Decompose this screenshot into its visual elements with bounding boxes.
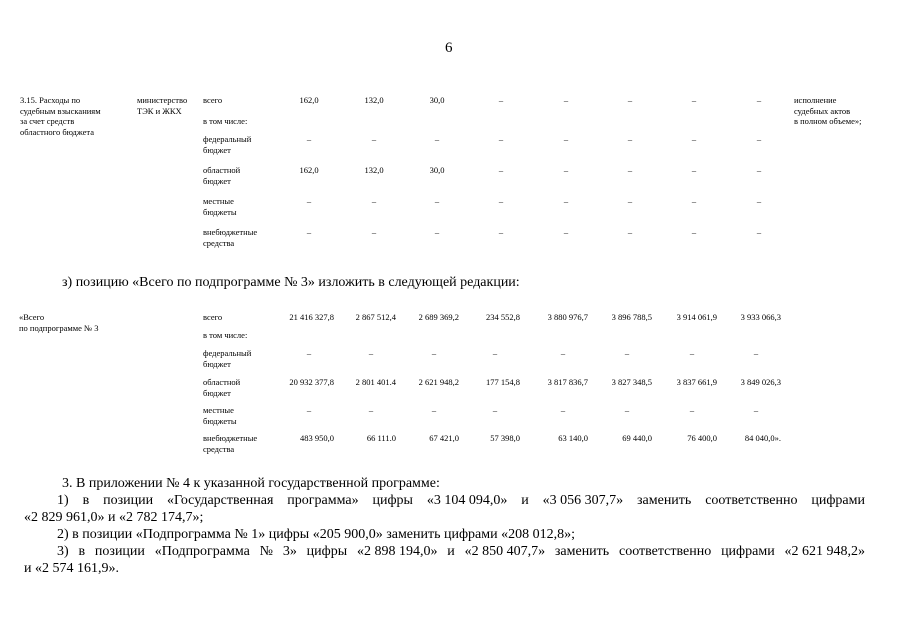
word: «3 056 307,7» [542,493,624,508]
value-cell: – [560,348,566,358]
row-label: всего [203,95,223,105]
value-cell: 3 817 836,7 [547,377,588,387]
executor-line: ТЭК и ЖКХ [137,105,182,116]
value-cell: – [627,134,633,144]
executor-line: министерство [137,95,188,105]
word: «3 104 094,0» [426,493,508,508]
value-cell: 3 896 788,5 [611,312,652,322]
row-label: бюджет [203,175,231,186]
value-cell: – [368,405,374,415]
value-cell: 2 801 401.4 [355,377,396,387]
value-cell: – [434,227,440,237]
word: цифрами [721,544,775,559]
value-cell: – [306,348,312,358]
value-cell: – [492,405,498,415]
value-cell: 57 398,0 [490,433,520,443]
value-cell: 67 421,0 [429,433,459,443]
word: «2 621 948,2» [784,544,865,559]
value-cell: – [624,348,630,358]
row-label: бюджеты [203,415,237,426]
value-cell: – [627,196,633,206]
word: цифрами [811,493,865,508]
value-cell: – [368,348,374,358]
word: в [78,544,86,559]
word: соответственно [705,493,798,508]
row-label: федеральный [203,134,252,144]
word: программа» [287,493,359,508]
table1-result-cell [794,95,862,127]
result-line: исполнение [794,95,837,105]
table1-executor-cell [137,95,187,116]
value-cell: – [498,165,504,175]
word: цифры [372,493,413,508]
value-cell: 66 111.0 [366,433,396,443]
row-label: средства [203,443,235,454]
value-cell: 2 867 512,4 [355,312,396,322]
row-label: областной [203,165,241,175]
value-cell: – [627,95,633,105]
word: заменить [637,493,692,508]
paragraph-3-1-line-2: «2 829 961,0» и «2 782 174,7»; [24,510,204,525]
row-label: бюджет [203,358,231,369]
word: № [259,544,274,559]
value-cell: – [306,134,312,144]
value-cell: – [691,95,697,105]
value-cell: 2 689 369,2 [418,312,459,322]
value-cell: 177 154,8 [486,377,520,387]
row-label: средства [203,237,235,248]
word: «2 898 194,0» [356,544,438,559]
item-line: областного бюджета [20,126,95,137]
value-cell: – [434,196,440,206]
table1-item-cell [20,95,101,137]
item-line: за счет средств [20,116,75,126]
row-label: местные [203,405,234,415]
word: «Подпрограмма [154,544,250,559]
value-cell: 3 933 066,3 [740,312,781,322]
value-cell: – [371,227,377,237]
page-number: 6 [445,40,453,56]
row-label: внебюджетные [203,227,258,237]
row-label: бюджеты [203,206,237,217]
value-cell: 76 400,0 [687,433,717,443]
item-line: по подпрограмме № 3 [19,322,99,333]
value-cell: – [563,95,569,105]
word: позиции [94,544,145,559]
row-label: местные [203,196,234,206]
value-cell: 3 827 348,5 [611,377,652,387]
row-label: всего [203,312,223,322]
value-cell: – [371,134,377,144]
row-label: бюджет [203,387,231,398]
value-cell: – [306,227,312,237]
value-cell: – [563,134,569,144]
value-cell: 2 621 948,2 [418,377,459,387]
word: позиции [103,493,154,508]
value-cell: 3 849 026,3 [740,377,781,387]
value-cell: – [627,227,633,237]
value-cell: 21 416 327,8 [289,312,334,322]
word: «Государственная [166,493,274,508]
paragraph-3-2: 2) в позиции «Подпрограмма № 1» цифры «205 900,0» заменить цифрами «208 012,8»; [57,527,576,542]
value-cell: – [689,405,695,415]
word: 3» [282,544,297,559]
value-cell: – [434,134,440,144]
value-cell: 234 552,8 [486,312,520,322]
value-cell: 20 932 377,8 [289,377,334,387]
table1-in-total-label: в том числе: [203,116,248,126]
value-cell: 132,0 [364,165,384,175]
value-cell: – [691,196,697,206]
value-cell: 162,0 [299,165,319,175]
word: «2 850 407,7» [464,544,546,559]
value-cell: – [492,348,498,358]
value-cell: – [756,134,762,144]
item-line: 3.15. Расходы по [20,95,81,105]
value-cell: – [756,95,762,105]
row-label: внебюджетные [203,433,258,443]
table2-item-cell [19,312,99,333]
value-cell: 30,0 [429,95,445,105]
item-line: судебным взысканиям [20,105,101,116]
value-cell: – [756,196,762,206]
table2-in-total-label: в том числе: [203,330,248,340]
paragraph-3: 3. В приложении № 4 к указанной государственной программе: [62,476,440,491]
value-cell: – [563,165,569,175]
word: цифры [306,544,348,559]
item-line: «Всего [19,312,45,322]
value-cell: – [498,227,504,237]
result-line: в полном объеме»; [794,116,862,126]
value-cell: – [560,405,566,415]
value-cell: – [563,227,569,237]
row-label: бюджет [203,144,231,155]
row-label: областной [203,377,241,387]
value-cell: 132,0 [364,95,384,105]
value-cell: 63 140,0 [558,433,588,443]
word: и [447,544,455,559]
value-cell: – [306,196,312,206]
value-cell: – [756,227,762,237]
value-cell: – [306,405,312,415]
value-cell: – [431,348,437,358]
value-cell: 69 440,0 [622,433,652,443]
instruction-z: з) позицию «Всего по подпрограмме № 3» изложить в следующей редакции: [62,275,520,290]
row-label: федеральный [203,348,252,358]
value-cell: 3 880 976,7 [547,312,588,322]
value-cell: – [691,227,697,237]
value-cell: 3 837 661,9 [676,377,717,387]
result-line: судебных актов [794,105,851,116]
value-cell: 3 914 061,9 [676,312,717,322]
value-cell: – [563,196,569,206]
word: 1) [57,493,69,508]
value-cell: – [498,95,504,105]
value-cell: – [498,134,504,144]
value-cell: – [624,405,630,415]
paragraph-3-1-line-1 [57,492,865,509]
value-cell: 84 040,0». [744,433,781,443]
value-cell: – [627,165,633,175]
word: соответственно [619,544,712,559]
value-cell: – [498,196,504,206]
paragraph-3-3-line-1 [57,543,865,560]
value-cell: 30,0 [429,165,445,175]
word: и [521,493,529,508]
value-cell: – [753,348,759,358]
value-cell: – [371,196,377,206]
value-cell: – [431,405,437,415]
value-cell: – [691,134,697,144]
word: 3) [57,544,69,559]
value-cell: – [753,405,759,415]
paragraph-3-3-line-2: и «2 574 161,9». [24,561,119,576]
word: заменить [554,544,610,559]
value-cell: – [756,165,762,175]
word: в [82,493,90,508]
value-cell: – [691,165,697,175]
value-cell: – [689,348,695,358]
value-cell: 162,0 [299,95,319,105]
value-cell: 483 950,0 [300,433,334,443]
